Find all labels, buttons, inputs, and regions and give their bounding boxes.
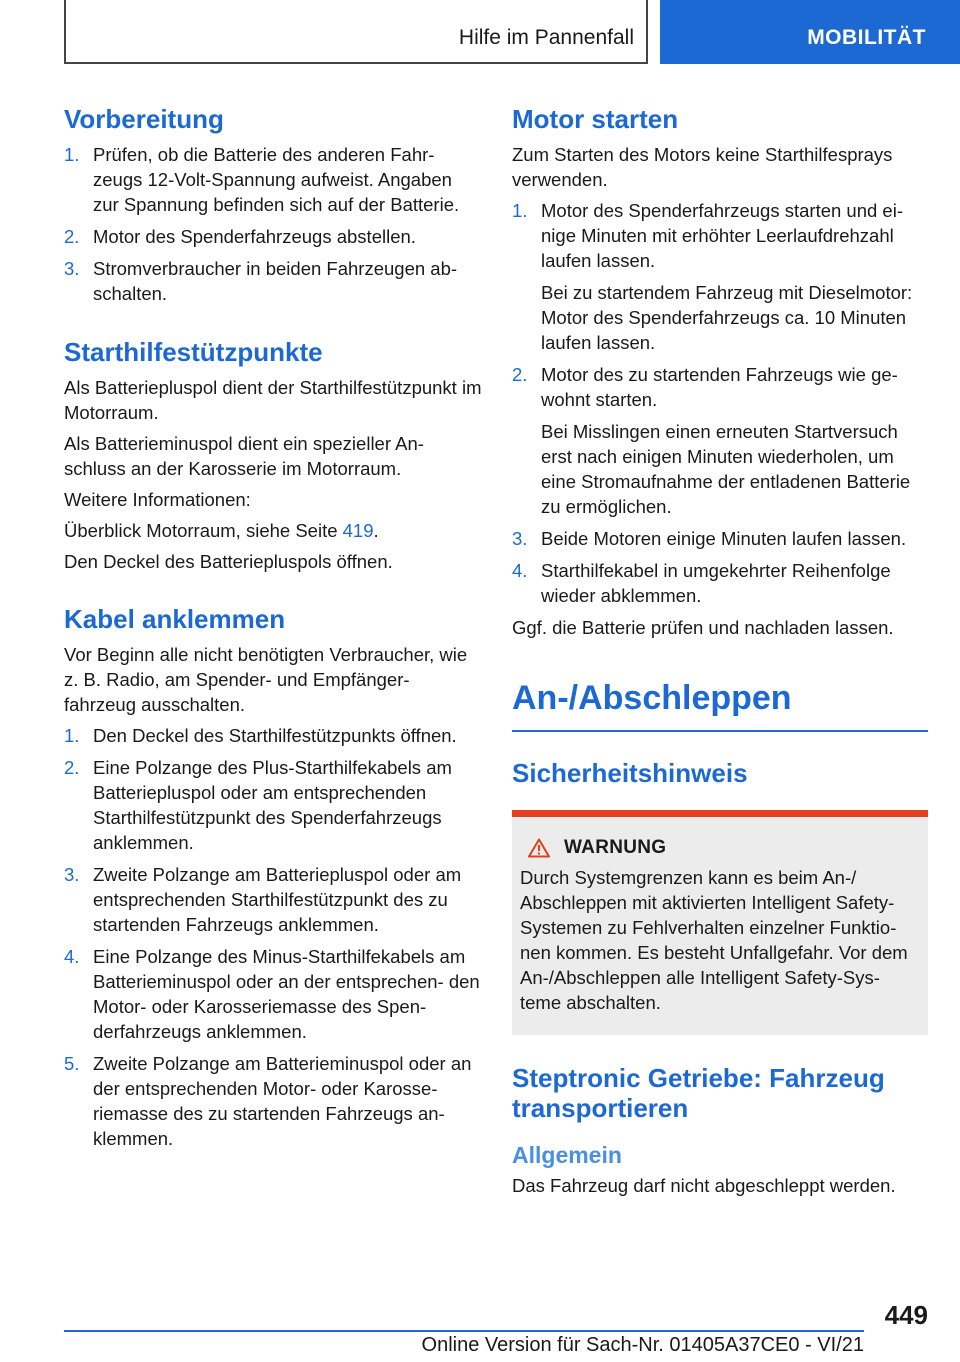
list-item (64, 862, 482, 937)
step-number: 3. (512, 528, 528, 549)
left-column (64, 100, 482, 1158)
paragraph-page-reference (64, 518, 482, 543)
heading-kabel-anklemmen: Kabel anklemmen (64, 604, 286, 634)
list-item (64, 224, 482, 249)
list-kabel-anklemmen (64, 723, 482, 1151)
paragraph: Vor Beginn alle nicht benötigten Verbraucher, wie z. B. Radio, am Spender- und Empfänger- fahrzeug ausschalten. (64, 644, 468, 715)
list-item (512, 558, 928, 608)
step-text: Den Deckel des Starthilfestützpunkts öffnen. (93, 725, 457, 746)
step-number: 2. (64, 757, 80, 778)
step-number: 4. (512, 560, 528, 581)
step-text: Prüfen, ob die Batterie des anderen Fahr- zeugs 12-Volt-Spannung aufweist. Angaben zur Spannung befinden sich auf der Batterie. (93, 144, 460, 215)
page-link-419[interactable]: 419 (342, 520, 374, 541)
step-text: Eine Polzange des Minus-Starthilfekabels am Batterieminuspol oder an der entsprechen- den Motor- oder Karosseriemasse des Spen- derfahrzeugs anklemmen. (93, 946, 480, 1042)
step-number: 3. (64, 258, 80, 279)
subheading-allgemein: Allgemein (512, 1142, 622, 1168)
header-box (64, 0, 648, 64)
step-number: 3. (64, 864, 80, 885)
header-section-title: Hilfe im Pannenfall (458, 26, 634, 49)
list-item (512, 362, 928, 519)
footer-online-version: Online Version für Sach-Nr. 01405A37CE0 - VI/21 (421, 1334, 864, 1356)
step-text: Zweite Polzange am Batteriepluspol oder am entsprechenden Starthilfestützpunkt des zu startenden Fahrzeugs anklemmen. (93, 864, 462, 935)
heading-steptronic: Steptronic Getriebe: Fahrzeug transportieren (512, 1063, 885, 1123)
paragraph: Das Fahrzeug darf nicht abgeschleppt werden. (512, 1175, 896, 1196)
warning-box (512, 810, 928, 1035)
right-column (512, 100, 928, 1204)
paragraph: Ggf. die Batterie prüfen und nachladen lassen. (512, 617, 894, 638)
step-text: Stromverbraucher in beiden Fahrzeugen ab- schalten. (93, 258, 458, 304)
list-item (64, 944, 482, 1044)
list-item (64, 256, 482, 306)
paragraph: Als Batteriepluspol dient der Starthilfestützpunkt im Motorraum. (64, 377, 482, 423)
step-number: 4. (64, 946, 80, 967)
step-number: 5. (64, 1053, 80, 1074)
step-number: 1. (64, 144, 80, 165)
step-number: 1. (64, 725, 80, 746)
step-text: Zweite Polzange am Batterieminuspol oder an der entsprechenden Motor- oder Karosse- riemasse des zu startenden Fahrzeugs an- klemmen. (93, 1053, 472, 1149)
list-item (512, 198, 928, 355)
warning-text: Durch Systemgrenzen kann es beim An-/ Abschleppen mit aktivierten Intelligent Safety- Systemen zu Fehlverhalten einzelner Funktio- nen kommen. Es besteht Unfallgefahr. Vor dem An-/Abschleppen alle Intelligent Safety-Sys- teme abschalten. (520, 867, 908, 1013)
footer-divider (64, 1330, 864, 1332)
step-text: Eine Polzange des Plus-Starthilfekabels am Batteriepluspol oder am entsprechenden Starthilfestützpunkt des Spenderfahrzeugs anklemmen. (93, 757, 452, 853)
list-vorbereitung (64, 142, 482, 306)
step-text: Motor des Spenderfahrzeugs abstellen. (93, 226, 416, 247)
warning-label: WARNUNG (564, 837, 667, 858)
reference-end: . (373, 520, 379, 541)
paragraph: Als Batterieminuspol dient ein spezieller An- schluss an der Karosserie im Motorraum. (64, 433, 424, 479)
heading-an-abschleppen: An-/Abschleppen (512, 674, 928, 732)
step-text: Beide Motoren einige Minuten laufen lassen. (541, 528, 907, 549)
step-number: 2. (512, 364, 528, 385)
step-number: 1. (512, 200, 528, 221)
paragraph: Weitere Informationen: (64, 489, 251, 510)
step-text: Motor des Spenderfahrzeugs starten und ei- nige Minuten mit erhöhter Leerlaufdrehzahl laufen lassen. (541, 200, 903, 271)
header-chapter-tab[interactable]: MOBILITÄT (660, 0, 960, 64)
page-number: 449 (884, 1300, 928, 1330)
list-item (64, 1051, 482, 1151)
step-text: Motor des zu startenden Fahrzeugs wie ge- wohnt starten. (541, 364, 898, 410)
heading-vorbereitung: Vorbereitung (64, 104, 224, 134)
warning-header (528, 837, 920, 859)
heading-starthilfestuetzpunkte: Starthilfestützpunkte (64, 337, 323, 367)
warning-triangle-icon (528, 838, 550, 858)
list-item (64, 755, 482, 855)
step-note: Bei Misslingen einen erneuten Startversuch erst nach einigen Minuten wiederholen, um eine Stromaufnahme der entladenen Batterie zu ermöglichen. (541, 421, 911, 517)
heading-sicherheitshinweis: Sicherheitshinweis (512, 758, 748, 788)
paragraph: Zum Starten des Motors keine Starthilfesprays verwenden. (512, 144, 893, 190)
list-item (64, 723, 482, 748)
step-text: Starthilfekabel in umgekehrter Reihenfolge wieder abklemmen. (541, 560, 891, 606)
list-item (512, 526, 928, 551)
reference-text: Überblick Motorraum, siehe Seite (64, 520, 343, 541)
list-item (64, 142, 482, 217)
step-note: Bei zu startendem Fahrzeug mit Dieselmotor: Motor des Spenderfahrzeugs ca. 10 Minuten laufen lassen. (541, 282, 913, 353)
paragraph: Den Deckel des Batteriepluspols öffnen. (64, 551, 393, 572)
heading-motor-starten: Motor starten (512, 104, 679, 134)
step-number: 2. (64, 226, 80, 247)
list-motor-starten (512, 198, 928, 608)
